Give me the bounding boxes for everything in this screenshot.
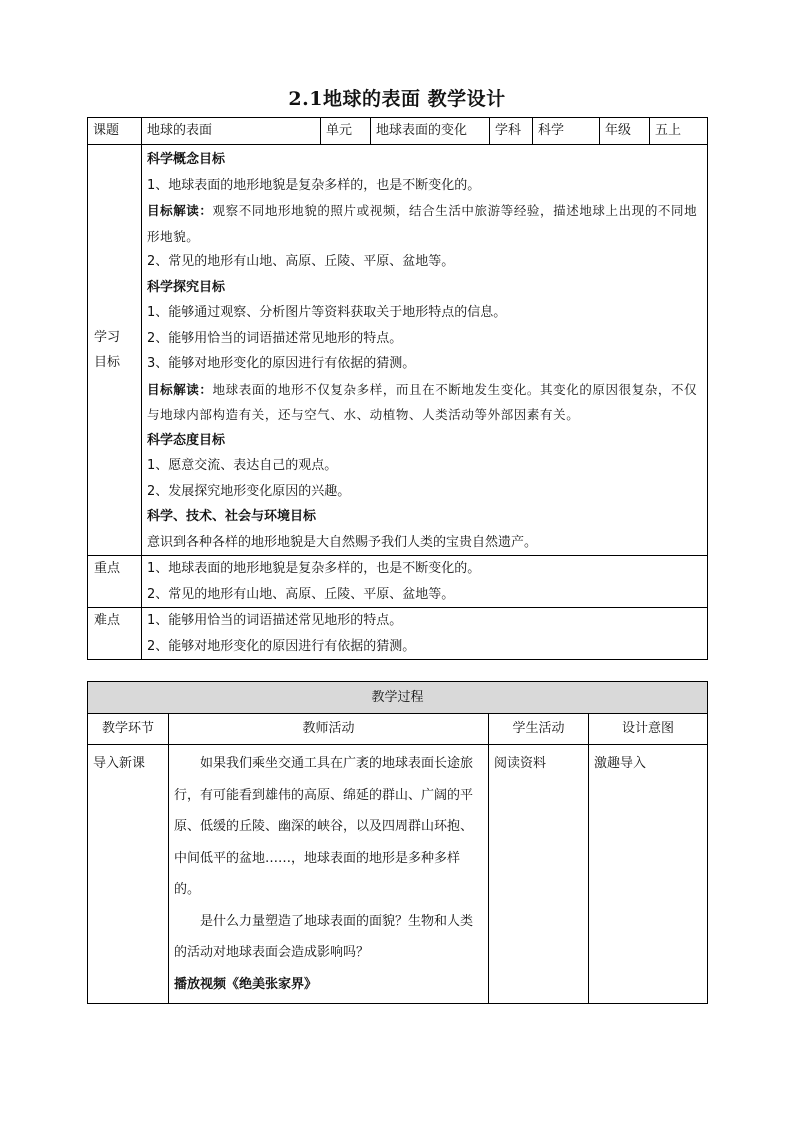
inquiry-interp-text: 地球表面的地形不仅复杂多样，而且在不断地发生变化。其变化的原因很复杂，不仅与地球内部构造有关，还与空气、水、动植物、人类活动等外部因素有关。 <box>147 381 698 422</box>
concept-item-2: 2、常见的地形有山地、高原、丘陵、平原、盆地等。 <box>147 254 455 269</box>
unit-value: 地球表面的变化 <box>371 118 490 145</box>
difficulties-content <box>142 608 708 660</box>
teaching-process-table <box>87 681 708 1004</box>
stage-cell: 导入新课 <box>88 745 169 1004</box>
process-column-headers <box>88 714 708 745</box>
difficulties-row <box>88 608 708 660</box>
lesson-info-table <box>87 117 708 660</box>
grade-value: 五上 <box>650 118 708 145</box>
unit-label: 单元 <box>321 118 371 145</box>
stse-heading: 科学、技术、社会与环境目标 <box>147 509 317 524</box>
subject-label: 学科 <box>490 118 533 145</box>
teacher-paragraph-3: 播放视频《绝美张家界》 <box>174 976 318 992</box>
process-row <box>88 745 708 1004</box>
process-heading-row <box>88 682 708 714</box>
process-heading: 教学过程 <box>88 682 708 714</box>
document-title: 2.1地球的表面 教学设计 <box>288 88 506 110</box>
stse-item-1: 意识到各种各样的地形地貌是大自然赐予我们人类的宝贵自然遗产。 <box>147 534 538 550</box>
teacher-paragraph-2: 是什么力量塑造了地球表面的面貌？生物和人类的活动对地球表面会造成影响吗？ <box>174 913 474 960</box>
key-points-content <box>142 556 708 608</box>
objectives-content <box>142 145 708 556</box>
concept-interpretation <box>147 198 702 249</box>
objectives-label <box>88 145 142 556</box>
attitude-heading: 科学态度目标 <box>147 432 226 448</box>
inquiry-interp-label: 目标解读： <box>147 381 213 397</box>
difficulty-1: 1、能够用恰当的词语描述常见地形的特点。 <box>147 613 403 628</box>
course-value: 地球的表面 <box>142 118 321 145</box>
inquiry-item-3: 3、能够对地形变化的原因进行有依据的猜测。 <box>147 356 416 371</box>
col-teacher: 教师活动 <box>169 714 489 745</box>
concept-item-1: 1、地球表面的地形地貌是复杂多样的，也是不断变化的。 <box>147 177 481 193</box>
student-activity-cell: 阅读资料 <box>489 745 589 1004</box>
key-point-2: 2、常见的地形有山地、高原、丘陵、平原、盆地等。 <box>147 586 455 602</box>
col-intent: 设计意图 <box>589 714 708 745</box>
difficulties-label: 难点 <box>88 608 142 660</box>
concept-heading: 科学概念目标 <box>147 152 226 167</box>
concept-interp-label: 目标解读： <box>147 203 213 218</box>
difficulty-2: 2、能够对地形变化的原因进行有依据的猜测。 <box>147 638 416 654</box>
col-student: 学生活动 <box>489 714 589 745</box>
course-label: 课题 <box>88 118 142 145</box>
col-stage: 教学环节 <box>88 714 169 745</box>
inquiry-heading: 科学探究目标 <box>147 279 226 295</box>
attitude-item-1: 1、愿意交流、表达自己的观点。 <box>147 458 338 473</box>
objectives-row <box>88 145 708 556</box>
inquiry-item-1: 1、能够通过观察、分析图片等资料获取关于地形特点的信息。 <box>147 305 507 320</box>
teacher-paragraph-1: 如果我们乘坐交通工具在广袤的地球表面长途旅行，有可能看到雄伟的高原、绵延的群山、广阔的平原、低缓的丘陵、幽深的峡谷，以及四周群山环抱、中间低平的盆地……，地球表面的地形是多种多样的。 <box>174 756 474 897</box>
inquiry-item-2: 2、能够用恰当的词语描述常见地形的特点。 <box>147 330 403 346</box>
header-row <box>88 118 708 145</box>
attitude-item-2: 2、发展探究地形变化原因的兴趣。 <box>147 483 351 499</box>
concept-interp-text: 观察不同地形地貌的照片或视频，结合生活中旅游等经验，描述地球上出现的不同地形地貌。 <box>147 203 698 244</box>
grade-label: 年级 <box>600 118 650 145</box>
key-point-1: 1、地球表面的地形地貌是复杂多样的，也是不断变化的。 <box>147 561 481 576</box>
inquiry-interpretation <box>147 377 702 428</box>
key-points-label: 重点 <box>88 556 142 608</box>
subject-value: 科学 <box>533 118 600 145</box>
teacher-activity-cell <box>169 745 489 1004</box>
key-points-row <box>88 556 708 608</box>
objectives-label-line2: 目标 <box>94 355 121 370</box>
design-intent-cell: 激趣导入 <box>589 745 708 1004</box>
objectives-label-line1: 学习 <box>94 329 121 345</box>
